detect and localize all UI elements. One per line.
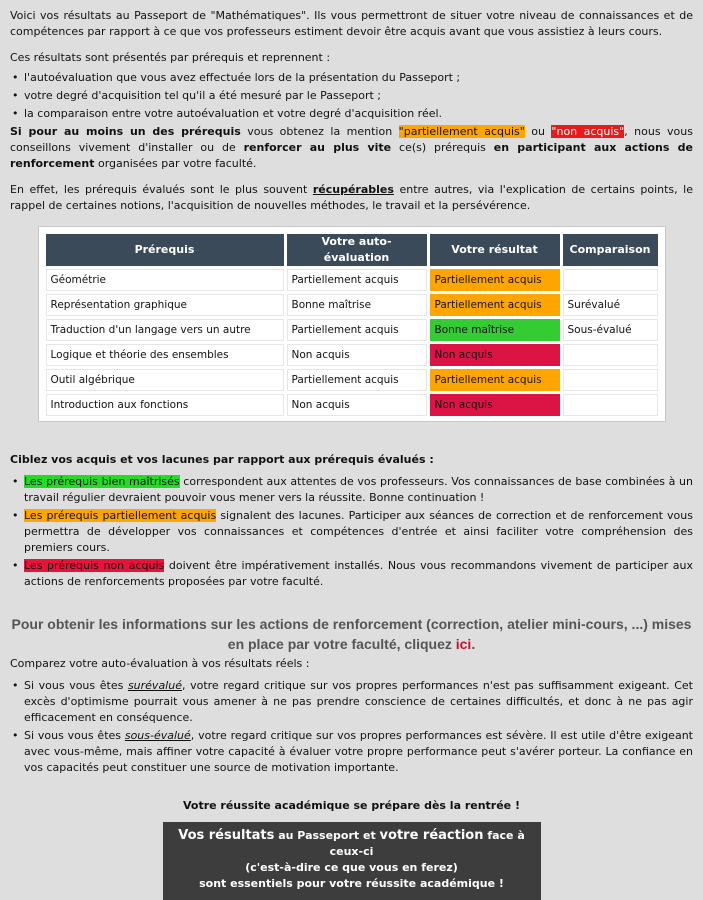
info-renforcement bbox=[10, 614, 693, 654]
cell-prerequis: Géométrie bbox=[46, 269, 284, 291]
list-item bbox=[24, 728, 693, 776]
text: au Passeport et bbox=[274, 829, 380, 842]
text: Pour obtenir les informations sur les actions de renforcement (correction, atelier mini-cours, ...) mises en place par votre faculté, cliquez bbox=[11, 616, 692, 652]
cell-auto-evaluation: Partiellement acquis bbox=[287, 269, 427, 291]
box-line-3: sont essentiels pour votre réussite académique ! bbox=[199, 877, 504, 890]
text: correspondent aux attentes de vos professeurs. Vos connaissances de base combinées à un travail régulier devraient pouvoir vous mener vers la réussite. Bonne continuation ! bbox=[24, 475, 693, 504]
cell-resultat: Non acquis bbox=[430, 394, 560, 416]
text: vous obtenez la mention bbox=[240, 125, 399, 138]
text: votre réaction bbox=[379, 828, 484, 843]
table-row bbox=[46, 394, 658, 416]
list-item bbox=[24, 678, 693, 726]
intro-presentation: Ces résultats sont présentés par prérequis et reprennent : bbox=[10, 51, 331, 64]
table-row bbox=[46, 344, 658, 366]
text: signalent des lacunes. Participer aux séances de correction et de renforcement vous permettra de développer vos connaissances et compétences d'entrée et ainsi faciliter votre compréhension des premiers cours. bbox=[24, 509, 693, 554]
table-body bbox=[46, 269, 658, 416]
table-row bbox=[46, 294, 658, 316]
text: En effet, les prérequis évalués sont le plus souvent bbox=[10, 183, 313, 196]
compare-title: Comparez votre auto-évaluation à vos résultats réels : bbox=[10, 657, 310, 670]
table-header-row bbox=[46, 234, 658, 266]
header-resultat: Votre résultat bbox=[430, 234, 560, 266]
cell-prerequis: Représentation graphique bbox=[46, 294, 284, 316]
cell-comparaison bbox=[563, 369, 658, 391]
cell-prerequis: Logique et théorie des ensembles bbox=[46, 344, 284, 366]
text: , votre regard critique sur vos propres performances est sévère. Il est utile d'être exigeant avec vous-même, mais affiner votre capacité à évaluer votre propre performance peut s'avérer porteur. La confiance en vos capacités peut constituer une source de motivation importante. bbox=[24, 729, 693, 774]
text: Vos résultats bbox=[178, 828, 275, 843]
results-table bbox=[43, 231, 661, 419]
header-auto-evaluation: Votre auto-évaluation bbox=[287, 234, 427, 266]
cell-prerequis: Traduction d'un langage vers un autre bbox=[46, 319, 284, 341]
advice-paragraph bbox=[10, 124, 693, 172]
intro-list bbox=[10, 70, 693, 122]
cibles-list bbox=[10, 474, 693, 590]
header-prerequis: Prérequis bbox=[46, 234, 284, 266]
cell-auto-evaluation: Partiellement acquis bbox=[287, 369, 427, 391]
box-line-2: (c'est-à-dire ce que vous en ferez) bbox=[245, 861, 458, 874]
list-item: • votre degré d'acquisition tel qu'il a été mesuré par le Passeport ; bbox=[24, 88, 693, 104]
text: Si vous vous êtes bbox=[24, 729, 125, 742]
table-row bbox=[46, 269, 658, 291]
cell-auto-evaluation: Non acquis bbox=[287, 394, 427, 416]
text: Si vous vous êtes bbox=[24, 679, 128, 692]
table-row bbox=[46, 369, 658, 391]
emphasis: récupérables bbox=[312, 183, 394, 196]
partiellement-acquis-label: Les prérequis partiellement acquis bbox=[24, 509, 217, 522]
list-item bbox=[24, 474, 693, 506]
cell-prerequis: Introduction aux fonctions bbox=[46, 394, 284, 416]
list-item bbox=[24, 558, 693, 590]
list-item bbox=[24, 508, 693, 556]
bien-maitrises-label: Les prérequis bien maîtrisés bbox=[24, 475, 180, 488]
cell-comparaison bbox=[563, 269, 658, 291]
emphasis: sous-évalué bbox=[124, 729, 191, 742]
emphasis: renforcer au plus vite bbox=[243, 141, 392, 154]
text: , nous vous conseillons vivement d'installer ou de bbox=[10, 125, 693, 154]
cell-resultat: Partiellement acquis bbox=[430, 269, 560, 291]
text: entre autres, via l'explication de certains points, le rappel de certaines notions, l'acquisition de nouvelles méthodes, le travail et la persévérence. bbox=[10, 183, 693, 212]
cell-comparaison bbox=[563, 394, 658, 416]
intro-paragraph: Voici vos résultats au Passeport de "Mathématiques". Ils vous permettront de situer votre niveau de connaissances et de compétences par rapport à ce que vos professeurs estiment devoir être acquis avant que vous assistiez à leurs cours. bbox=[10, 9, 693, 38]
box-line-1 bbox=[163, 828, 541, 860]
cell-resultat: Partiellement acquis bbox=[430, 369, 560, 391]
cell-comparaison bbox=[563, 344, 658, 366]
cell-resultat: Bonne maîtrise bbox=[430, 319, 560, 341]
cell-prerequis: Outil algébrique bbox=[46, 369, 284, 391]
emphasis: en participant aux actions de renforcement bbox=[10, 141, 693, 170]
cell-auto-evaluation: Non acquis bbox=[287, 344, 427, 366]
text: , votre regard critique sur vos propres performances n'est pas suffisamment exigeant. Cet excès d'optimisme pourrait vous amener à ne pas prendre conscience de certaines difficultés, et donc à ne pas agir efficacement en conséquence. bbox=[24, 679, 693, 724]
recuperable-paragraph bbox=[10, 182, 693, 214]
compare-list bbox=[10, 678, 693, 776]
results-table-container bbox=[38, 226, 666, 422]
footer-tagline: Votre réussite académique se prépare dès la rentrée ! bbox=[182, 799, 520, 812]
partiel-mention: "partiellement acquis" bbox=[398, 125, 525, 138]
advice-lead: Si pour au moins un des prérequis bbox=[10, 125, 241, 138]
emphasis: surévalué bbox=[127, 679, 182, 692]
header-comparaison: Comparaison bbox=[563, 234, 658, 266]
cell-auto-evaluation: Bonne maîtrise bbox=[287, 294, 427, 316]
non-acquis-label: Les prérequis non acquis bbox=[24, 559, 165, 572]
cell-comparaison: Surévalué bbox=[563, 294, 658, 316]
cell-resultat: Partiellement acquis bbox=[430, 294, 560, 316]
list-item: • la comparaison entre votre autoévaluation et votre degré d'acquisition réel. bbox=[24, 106, 693, 122]
cell-auto-evaluation: Partiellement acquis bbox=[287, 319, 427, 341]
cell-comparaison: Sous-évalué bbox=[563, 319, 658, 341]
reaction-box bbox=[163, 822, 541, 900]
text: ce(s) prérequis bbox=[391, 141, 494, 154]
cell-resultat: Non acquis bbox=[430, 344, 560, 366]
text: face à ceux-ci bbox=[329, 829, 525, 858]
text: organisées par votre faculté. bbox=[94, 157, 257, 170]
table-row bbox=[46, 319, 658, 341]
list-item: • l'autoévaluation que vous avez effectuée lors de la présentation du Passeport ; bbox=[24, 70, 693, 86]
non-acquis-mention: "non acquis" bbox=[551, 125, 625, 138]
renforcement-link[interactable]: ici bbox=[455, 636, 472, 652]
text: doivent être impérativement installés. Nous vous recommandons vivement de participer aux actions de renforcements proposées par votre faculté. bbox=[24, 559, 693, 588]
text: . bbox=[471, 636, 476, 652]
cibles-title: Ciblez vos acquis et vos lacunes par rapport aux prérequis évalués : bbox=[10, 453, 434, 466]
text: ou bbox=[524, 125, 552, 138]
